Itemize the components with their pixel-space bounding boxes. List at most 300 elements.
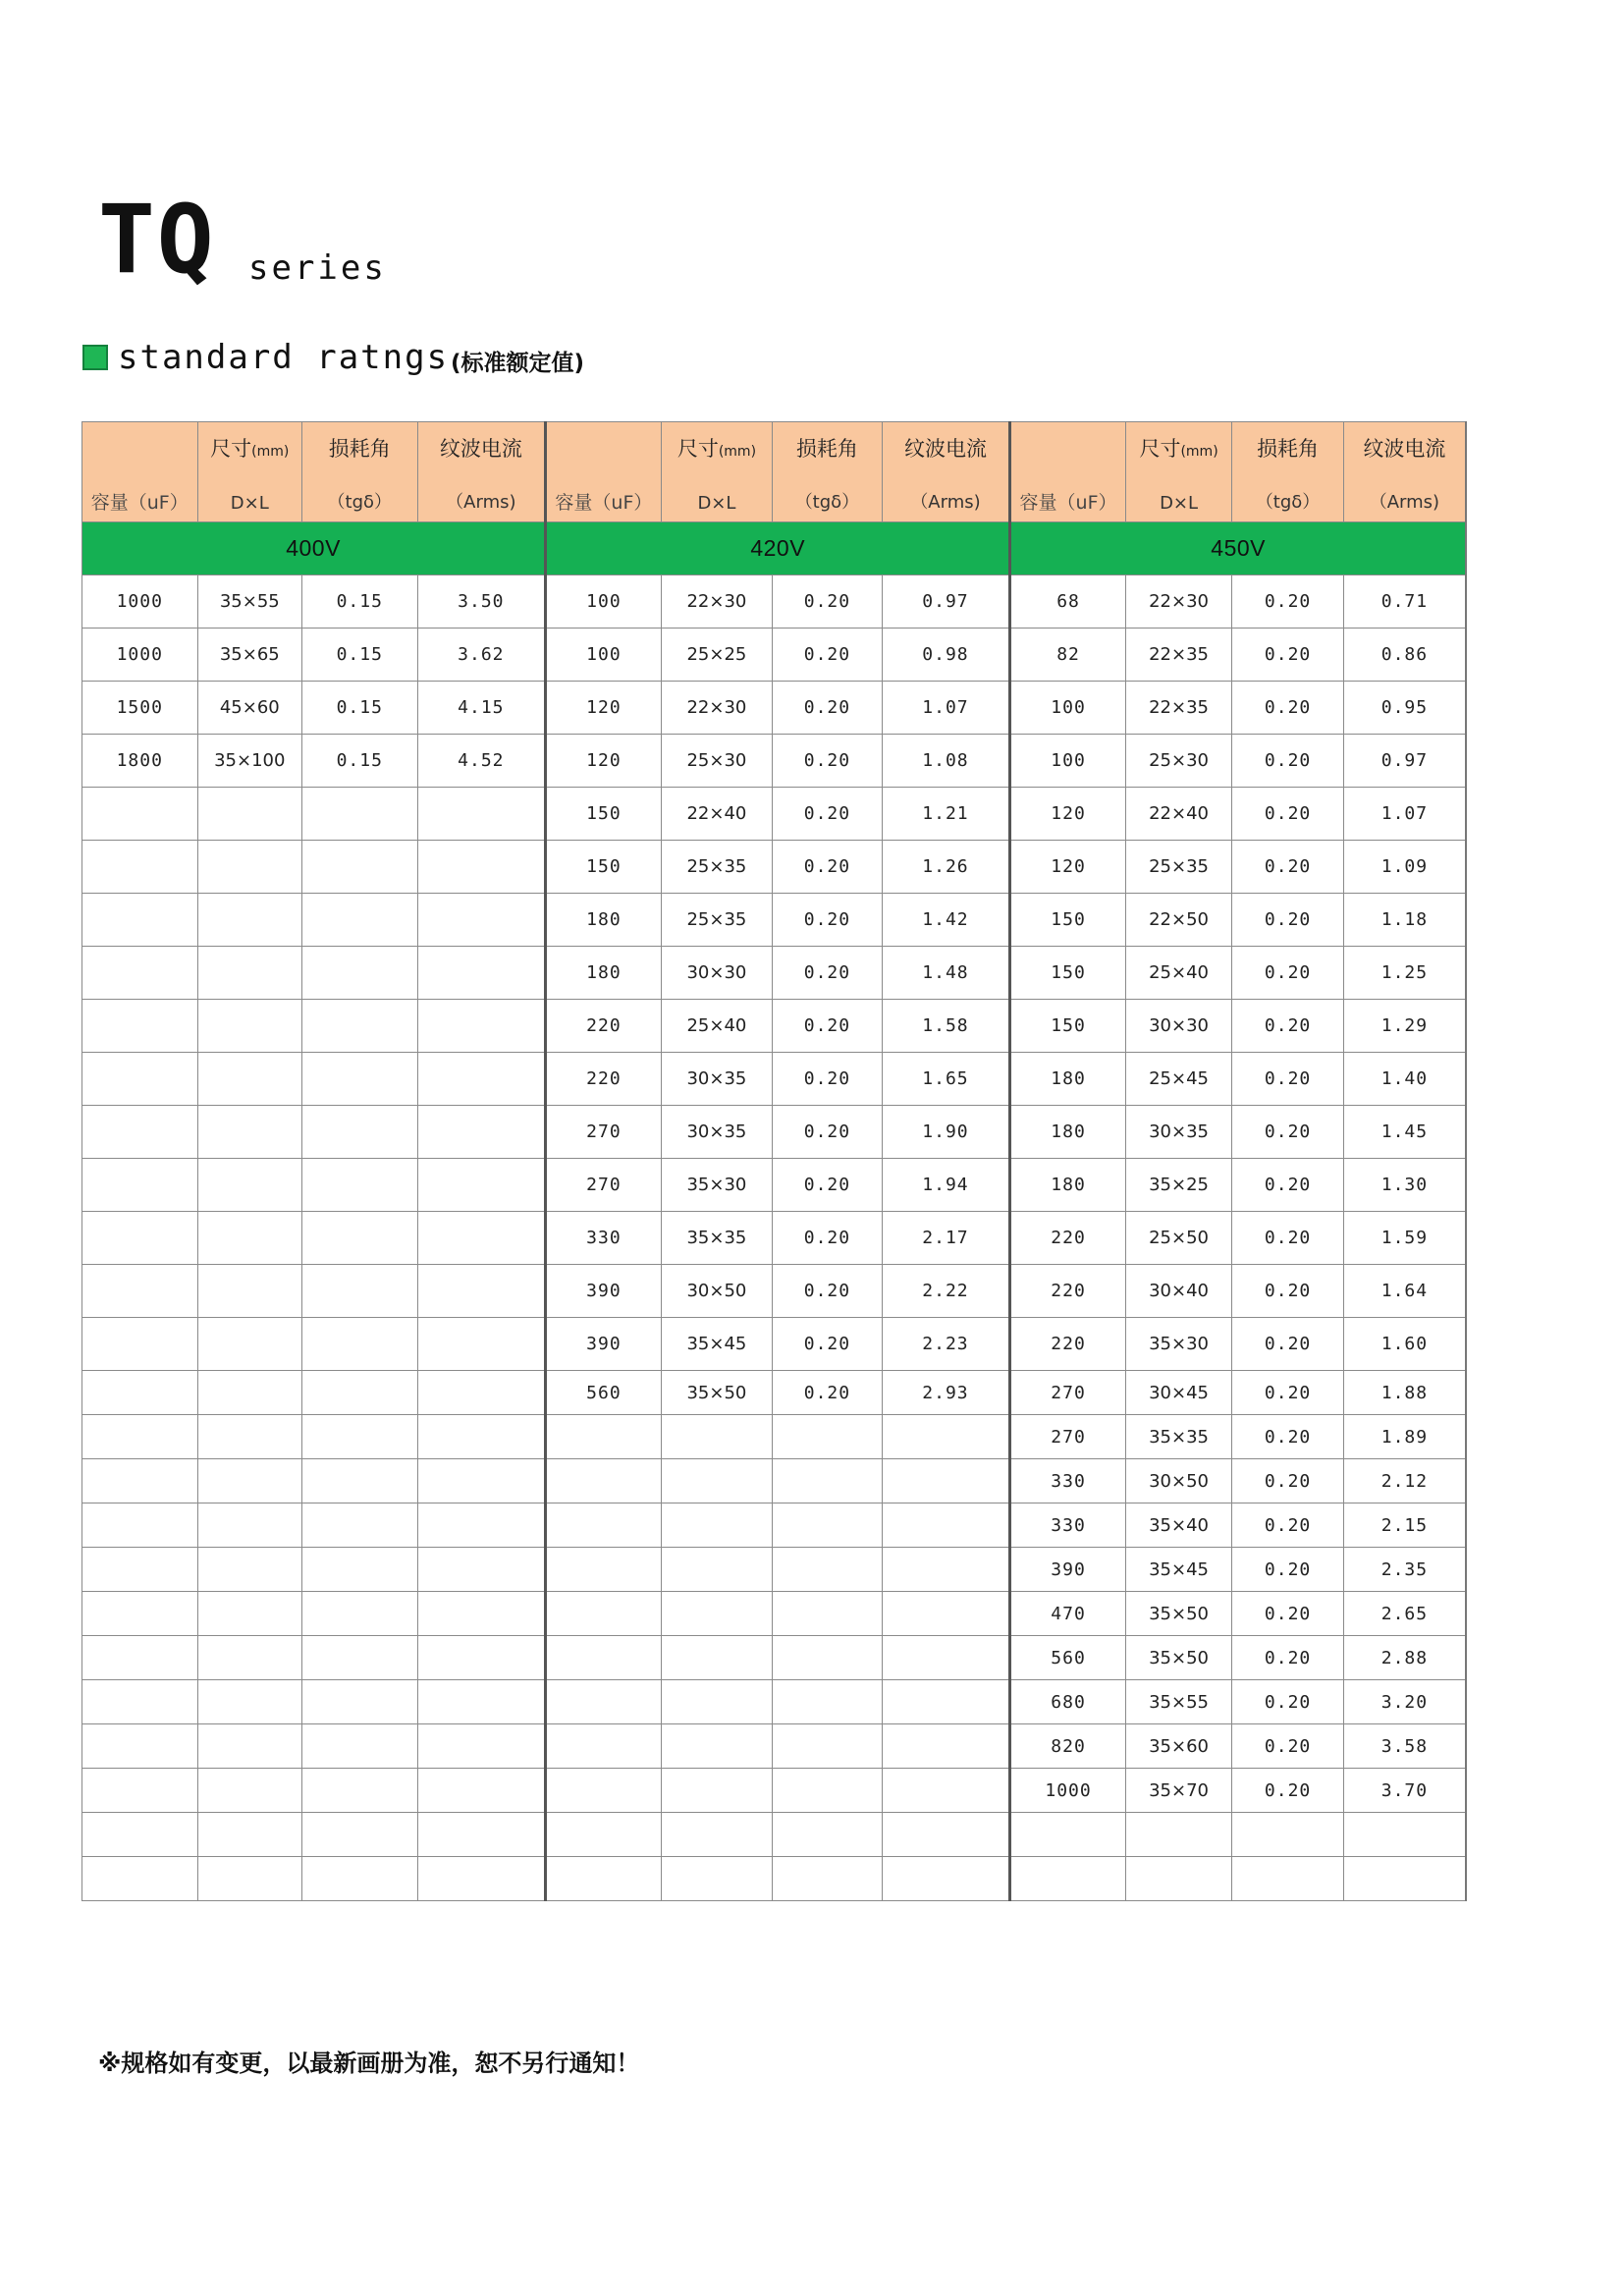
capacity-cell: 180	[1010, 1106, 1126, 1159]
loss-cell: 0.20	[773, 629, 883, 682]
ripple-cell	[882, 1548, 1010, 1592]
ripple-cell	[417, 1000, 546, 1053]
table-row	[82, 1592, 1467, 1636]
header-loss-angle	[302, 422, 418, 522]
capacity-cell	[546, 1592, 662, 1636]
capacity-cell	[82, 1265, 198, 1318]
section-title-en: standard ratngs	[118, 338, 450, 377]
capacity-cell: 330	[546, 1212, 662, 1265]
size-cell	[661, 1724, 773, 1769]
header-ripple-current	[882, 422, 1010, 522]
ripple-cell: 0.86	[1343, 629, 1466, 682]
ripple-cell: 3.20	[1343, 1680, 1466, 1724]
header-capacity	[546, 422, 662, 522]
ripple-cell: 0.97	[1343, 735, 1466, 788]
loss-cell: 0.20	[773, 894, 883, 947]
header-loss-angle-top: 损耗角	[795, 436, 858, 461]
ripple-cell: 3.58	[1343, 1724, 1466, 1769]
loss-cell: 0.20	[1232, 1000, 1344, 1053]
size-cell	[197, 841, 301, 894]
capacity-cell: 330	[1010, 1459, 1126, 1503]
table-row	[82, 1212, 1467, 1265]
loss-cell	[302, 1159, 418, 1212]
capacity-cell: 1000	[1010, 1769, 1126, 1813]
ripple-cell: 0.98	[882, 629, 1010, 682]
size-cell: 25×30	[1125, 735, 1232, 788]
ripple-cell	[882, 1459, 1010, 1503]
ripple-cell: 2.23	[882, 1318, 1010, 1371]
size-cell	[197, 1680, 301, 1724]
table-row	[82, 788, 1467, 841]
capacity-cell: 120	[546, 735, 662, 788]
loss-cell: 0.20	[1232, 1318, 1344, 1371]
loss-cell: 0.20	[1232, 1769, 1344, 1813]
loss-cell	[302, 1212, 418, 1265]
ripple-cell	[882, 1636, 1010, 1680]
loss-cell: 0.15	[302, 629, 418, 682]
ripple-cell: 1.48	[882, 947, 1010, 1000]
loss-cell	[773, 1813, 883, 1857]
size-cell: 35×100	[197, 735, 301, 788]
size-cell: 35×70	[1125, 1769, 1232, 1813]
ripple-cell: 1.89	[1343, 1415, 1466, 1459]
size-cell: 35×45	[661, 1318, 773, 1371]
loss-cell: 0.20	[1232, 1680, 1344, 1724]
capacity-cell: 270	[546, 1106, 662, 1159]
ripple-cell	[417, 1813, 546, 1857]
table-row	[82, 1813, 1467, 1857]
header-row	[82, 422, 1467, 522]
capacity-cell	[82, 1636, 198, 1680]
size-cell: 35×35	[1125, 1415, 1232, 1459]
ripple-cell: 1.45	[1343, 1106, 1466, 1159]
capacity-cell	[546, 1813, 662, 1857]
ripple-cell: 0.95	[1343, 682, 1466, 735]
capacity-cell: 150	[1010, 1000, 1126, 1053]
header-size-top: 尺寸(mm)	[1139, 436, 1218, 461]
loss-cell: 0.20	[1232, 1053, 1344, 1106]
loss-cell	[1232, 1857, 1344, 1901]
ripple-cell: 3.50	[417, 575, 546, 629]
size-cell	[197, 1503, 301, 1548]
size-cell	[197, 1857, 301, 1901]
ripple-cell: 1.25	[1343, 947, 1466, 1000]
ripple-cell: 2.93	[882, 1371, 1010, 1415]
size-cell: 45×60	[197, 682, 301, 735]
ripple-cell	[882, 1769, 1010, 1813]
loss-cell	[302, 894, 418, 947]
voltage-label: 400V	[82, 522, 546, 575]
ripple-cell: 1.42	[882, 894, 1010, 947]
table-row	[82, 894, 1467, 947]
loss-cell: 0.20	[773, 1212, 883, 1265]
ripple-cell: 4.52	[417, 735, 546, 788]
capacity-cell	[82, 1000, 198, 1053]
header-ripple-current-bottom: （Arms)	[1369, 491, 1440, 513]
ripple-cell	[882, 1724, 1010, 1769]
ripple-cell	[417, 1592, 546, 1636]
header-ripple-current-top: 纹波电流	[1363, 436, 1446, 461]
loss-cell	[302, 1857, 418, 1901]
size-cell: 25×35	[1125, 841, 1232, 894]
capacity-cell	[82, 1159, 198, 1212]
size-cell	[197, 1106, 301, 1159]
loss-cell: 0.20	[1232, 894, 1344, 947]
green-square-icon	[82, 345, 108, 370]
size-cell: 30×40	[1125, 1265, 1232, 1318]
capacity-cell	[82, 894, 198, 947]
loss-cell	[302, 841, 418, 894]
ripple-cell	[417, 1857, 546, 1901]
capacity-cell: 180	[546, 894, 662, 947]
ripple-cell	[417, 1503, 546, 1548]
size-cell	[661, 1548, 773, 1592]
loss-cell	[302, 1053, 418, 1106]
ripple-cell: 1.08	[882, 735, 1010, 788]
size-cell	[197, 1053, 301, 1106]
size-cell: 25×30	[661, 735, 773, 788]
capacity-cell	[82, 1769, 198, 1813]
loss-cell: 0.20	[1232, 1592, 1344, 1636]
ripple-cell	[1343, 1813, 1466, 1857]
loss-cell: 0.20	[1232, 735, 1344, 788]
size-cell	[197, 947, 301, 1000]
loss-cell	[302, 1371, 418, 1415]
loss-cell	[773, 1592, 883, 1636]
loss-cell: 0.20	[1232, 575, 1344, 629]
capacity-cell: 220	[1010, 1265, 1126, 1318]
ripple-cell	[417, 1159, 546, 1212]
loss-cell: 0.20	[773, 788, 883, 841]
loss-cell: 0.20	[1232, 788, 1344, 841]
table-row	[82, 1000, 1467, 1053]
capacity-cell	[546, 1857, 662, 1901]
size-cell: 30×50	[661, 1265, 773, 1318]
capacity-cell: 120	[546, 682, 662, 735]
size-cell: 35×35	[661, 1212, 773, 1265]
ripple-cell	[417, 894, 546, 947]
capacity-cell	[546, 1724, 662, 1769]
capacity-cell: 150	[546, 841, 662, 894]
loss-cell: 0.15	[302, 575, 418, 629]
loss-cell	[302, 1000, 418, 1053]
capacity-cell: 390	[1010, 1548, 1126, 1592]
ripple-cell	[417, 1415, 546, 1459]
loss-cell: 0.20	[773, 1053, 883, 1106]
size-cell: 35×40	[1125, 1503, 1232, 1548]
capacity-cell: 100	[546, 629, 662, 682]
header-capacity	[1010, 422, 1126, 522]
size-cell: 22×30	[661, 575, 773, 629]
ripple-cell: 2.65	[1343, 1592, 1466, 1636]
size-cell	[197, 1636, 301, 1680]
ripple-cell	[417, 788, 546, 841]
table-row	[82, 735, 1467, 788]
capacity-cell	[82, 1592, 198, 1636]
capacity-cell: 100	[546, 575, 662, 629]
loss-cell: 0.20	[773, 1371, 883, 1415]
ripple-cell	[417, 1548, 546, 1592]
loss-cell	[302, 1265, 418, 1318]
header-loss-angle	[1232, 422, 1344, 522]
header-size-bottom: D×L	[1160, 492, 1199, 514]
ripple-cell	[882, 1503, 1010, 1548]
ripple-cell: 1.18	[1343, 894, 1466, 947]
size-cell: 25×35	[661, 841, 773, 894]
loss-cell	[773, 1769, 883, 1813]
ripple-cell	[882, 1592, 1010, 1636]
size-cell: 22×30	[1125, 575, 1232, 629]
ripple-cell	[882, 1680, 1010, 1724]
capacity-cell	[546, 1680, 662, 1724]
table-row	[82, 682, 1467, 735]
ripple-cell	[417, 947, 546, 1000]
size-cell	[661, 1813, 773, 1857]
ripple-cell	[882, 1857, 1010, 1901]
header-ripple-current-bottom: （Arms)	[910, 491, 981, 513]
capacity-cell: 220	[1010, 1318, 1126, 1371]
table-row	[82, 1371, 1467, 1415]
size-cell: 35×50	[1125, 1636, 1232, 1680]
size-cell: 30×35	[1125, 1106, 1232, 1159]
ripple-cell: 3.70	[1343, 1769, 1466, 1813]
capacity-cell	[82, 1724, 198, 1769]
capacity-cell: 180	[1010, 1159, 1126, 1212]
ripple-cell: 3.62	[417, 629, 546, 682]
loss-cell: 0.20	[773, 1159, 883, 1212]
loss-cell: 0.20	[773, 1318, 883, 1371]
size-cell	[661, 1459, 773, 1503]
loss-cell	[302, 1415, 418, 1459]
ripple-cell: 1.88	[1343, 1371, 1466, 1415]
table-row	[82, 1857, 1467, 1901]
size-cell: 30×30	[1125, 1000, 1232, 1053]
size-cell	[197, 1318, 301, 1371]
table-row	[82, 629, 1467, 682]
loss-cell: 0.20	[1232, 1724, 1344, 1769]
loss-cell	[773, 1857, 883, 1901]
loss-cell: 0.20	[1232, 1636, 1344, 1680]
header-size	[197, 422, 301, 522]
table-row	[82, 1053, 1467, 1106]
size-cell	[1125, 1813, 1232, 1857]
loss-cell: 0.20	[1232, 841, 1344, 894]
size-cell: 22×40	[661, 788, 773, 841]
ripple-cell	[417, 1318, 546, 1371]
ripple-cell	[417, 1371, 546, 1415]
loss-cell: 0.20	[1232, 682, 1344, 735]
loss-cell: 0.20	[773, 682, 883, 735]
loss-cell	[773, 1724, 883, 1769]
loss-cell	[302, 1459, 418, 1503]
capacity-cell	[82, 788, 198, 841]
size-cell: 22×40	[1125, 788, 1232, 841]
loss-cell	[773, 1680, 883, 1724]
capacity-cell: 82	[1010, 629, 1126, 682]
size-cell: 22×50	[1125, 894, 1232, 947]
size-cell: 35×60	[1125, 1724, 1232, 1769]
size-cell	[197, 1813, 301, 1857]
table-row	[82, 1636, 1467, 1680]
size-cell: 25×50	[1125, 1212, 1232, 1265]
size-cell: 30×35	[661, 1106, 773, 1159]
loss-cell	[302, 1769, 418, 1813]
capacity-cell: 270	[1010, 1371, 1126, 1415]
table-row	[82, 575, 1467, 629]
ripple-cell	[882, 1813, 1010, 1857]
table-row	[82, 1415, 1467, 1459]
ripple-cell: 1.65	[882, 1053, 1010, 1106]
ripple-cell	[417, 1769, 546, 1813]
header-loss-angle	[773, 422, 883, 522]
size-cell: 35×65	[197, 629, 301, 682]
size-cell: 22×35	[1125, 629, 1232, 682]
capacity-cell	[82, 1053, 198, 1106]
header-capacity-label: 容量（uF）	[90, 491, 189, 514]
table-row	[82, 1459, 1467, 1503]
ripple-cell: 1.09	[1343, 841, 1466, 894]
size-cell	[661, 1415, 773, 1459]
ripple-cell: 2.15	[1343, 1503, 1466, 1548]
capacity-cell	[546, 1769, 662, 1813]
ripple-cell: 1.26	[882, 841, 1010, 894]
ripple-cell	[417, 1265, 546, 1318]
ripple-cell	[417, 1053, 546, 1106]
header-size-bottom: D×L	[230, 492, 269, 514]
header-capacity-label: 容量（uF）	[555, 491, 653, 514]
header-size	[1125, 422, 1232, 522]
section-heading	[82, 338, 584, 377]
table-row	[82, 1680, 1467, 1724]
size-cell: 35×55	[1125, 1680, 1232, 1724]
size-cell	[197, 788, 301, 841]
capacity-cell: 100	[1010, 682, 1126, 735]
ripple-cell	[1343, 1857, 1466, 1901]
voltage-row	[82, 522, 1467, 575]
size-cell: 22×30	[661, 682, 773, 735]
loss-cell	[302, 1724, 418, 1769]
loss-cell	[302, 1680, 418, 1724]
table-row	[82, 1106, 1467, 1159]
loss-cell: 0.20	[773, 1106, 883, 1159]
table-row	[82, 1159, 1467, 1212]
capacity-cell: 1000	[82, 629, 198, 682]
ripple-cell: 1.90	[882, 1106, 1010, 1159]
capacity-cell	[546, 1503, 662, 1548]
capacity-cell	[82, 1680, 198, 1724]
size-cell: 30×45	[1125, 1371, 1232, 1415]
header-capacity	[82, 422, 198, 522]
header-capacity-label: 容量（uF）	[1019, 491, 1117, 514]
capacity-cell: 330	[1010, 1503, 1126, 1548]
ripple-cell: 1.21	[882, 788, 1010, 841]
ripple-cell: 1.07	[1343, 788, 1466, 841]
loss-cell	[302, 1318, 418, 1371]
size-cell	[197, 1159, 301, 1212]
capacity-cell: 180	[546, 947, 662, 1000]
loss-cell	[302, 788, 418, 841]
capacity-cell	[82, 1318, 198, 1371]
loss-cell: 0.20	[773, 1265, 883, 1318]
capacity-cell	[82, 1371, 198, 1415]
size-cell: 25×40	[661, 1000, 773, 1053]
header-loss-angle-top: 损耗角	[1257, 436, 1320, 461]
header-loss-angle-bottom: （tgδ）	[794, 491, 860, 513]
capacity-cell: 220	[546, 1000, 662, 1053]
header-size	[661, 422, 773, 522]
size-cell: 25×25	[661, 629, 773, 682]
capacity-cell	[82, 1503, 198, 1548]
ripple-cell: 2.22	[882, 1265, 1010, 1318]
size-cell	[661, 1857, 773, 1901]
capacity-cell	[1010, 1857, 1126, 1901]
header-ripple-current-bottom: （Arms)	[446, 491, 516, 513]
loss-cell	[773, 1415, 883, 1459]
ripple-cell	[417, 1680, 546, 1724]
table-row	[82, 1724, 1467, 1769]
capacity-cell: 270	[546, 1159, 662, 1212]
capacity-cell	[82, 1459, 198, 1503]
loss-cell: 0.20	[1232, 1265, 1344, 1318]
ripple-cell: 1.29	[1343, 1000, 1466, 1053]
capacity-cell: 150	[1010, 894, 1126, 947]
ratings-table	[81, 421, 1467, 1901]
size-cell	[661, 1680, 773, 1724]
capacity-cell: 1800	[82, 735, 198, 788]
ripple-cell: 2.12	[1343, 1459, 1466, 1503]
size-cell	[661, 1769, 773, 1813]
loss-cell	[302, 947, 418, 1000]
capacity-cell	[82, 1813, 198, 1857]
loss-cell: 0.15	[302, 735, 418, 788]
header-size-top: 尺寸(mm)	[676, 436, 757, 461]
capacity-cell: 150	[1010, 947, 1126, 1000]
capacity-cell: 820	[1010, 1724, 1126, 1769]
capacity-cell: 180	[1010, 1053, 1126, 1106]
loss-cell	[773, 1459, 883, 1503]
size-cell	[197, 1459, 301, 1503]
capacity-cell: 390	[546, 1265, 662, 1318]
loss-cell	[773, 1503, 883, 1548]
ripple-cell: 4.15	[417, 682, 546, 735]
ripple-cell: 1.60	[1343, 1318, 1466, 1371]
size-cell	[197, 1724, 301, 1769]
capacity-cell	[82, 1857, 198, 1901]
loss-cell: 0.20	[1232, 947, 1344, 1000]
size-cell	[197, 1371, 301, 1415]
capacity-cell: 100	[1010, 735, 1126, 788]
voltage-label: 420V	[546, 522, 1010, 575]
loss-cell: 0.20	[1232, 1415, 1344, 1459]
header-ripple-current	[1343, 422, 1466, 522]
capacity-cell: 220	[546, 1053, 662, 1106]
ripple-cell: 2.17	[882, 1212, 1010, 1265]
loss-cell: 0.20	[773, 1000, 883, 1053]
capacity-cell: 560	[546, 1371, 662, 1415]
loss-cell: 0.20	[773, 735, 883, 788]
loss-cell: 0.20	[1232, 1371, 1344, 1415]
ripple-cell	[417, 1212, 546, 1265]
table-row	[82, 947, 1467, 1000]
loss-cell: 0.20	[1232, 1159, 1344, 1212]
capacity-cell: 390	[546, 1318, 662, 1371]
table-row	[82, 841, 1467, 894]
loss-cell: 0.20	[1232, 1503, 1344, 1548]
header-ripple-current	[417, 422, 546, 522]
capacity-cell: 680	[1010, 1680, 1126, 1724]
ripple-cell: 1.64	[1343, 1265, 1466, 1318]
size-cell: 30×30	[661, 947, 773, 1000]
